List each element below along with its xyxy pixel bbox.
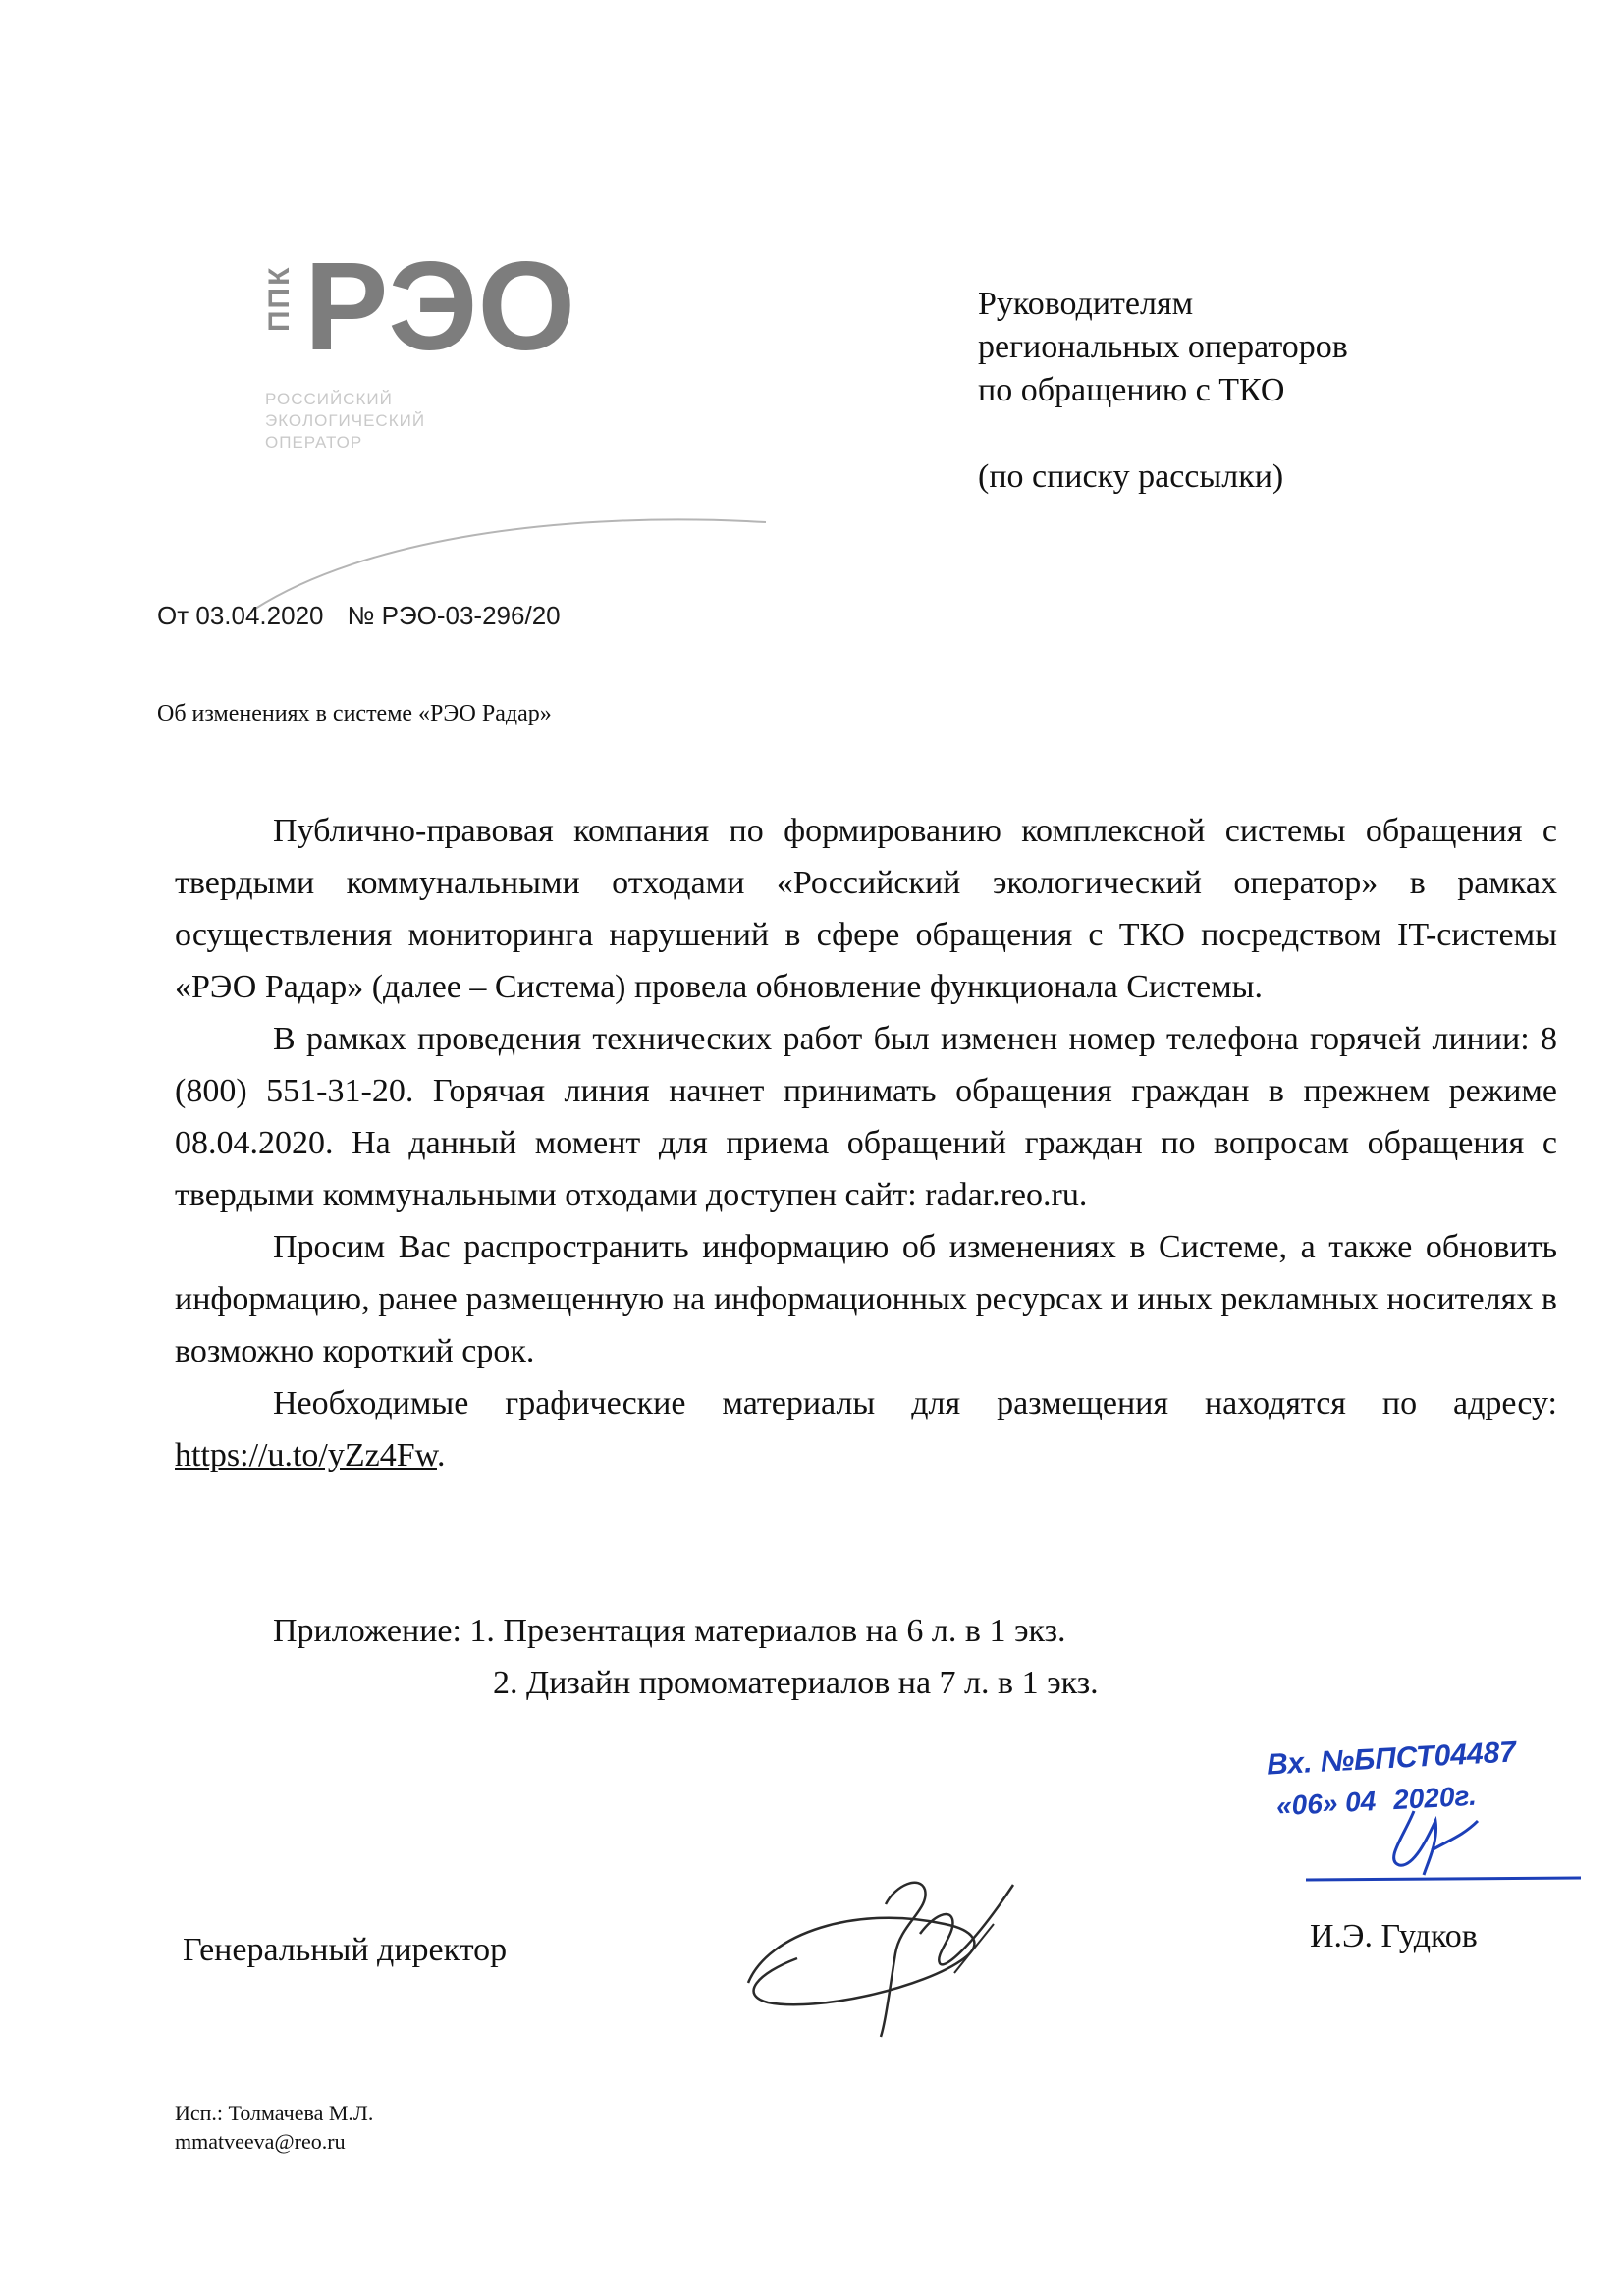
stamp-scribble-icon <box>1267 1742 1591 1890</box>
materials-link-suffix: . <box>436 1437 446 1473</box>
addressee-line-1: Руководителям <box>978 286 1194 322</box>
stamp-number: Вх. №БПСТ04487 <box>1266 1735 1517 1782</box>
body-paragraph-4 <box>175 1377 1557 1481</box>
executor-block <box>175 2099 373 2156</box>
stamp-year: 2020г. <box>1392 1780 1478 1816</box>
body-paragraph-3: Просим Вас распространить информацию об изменениях в Системе, а также обновить информацию, ранее размещенную на информационных ресурсах и иных рекламных носителях в возможно короткий срок. <box>175 1229 1557 1369</box>
addressee-line-3: по обращению с ТКО <box>978 372 1285 408</box>
signatory-title: Генеральный директор <box>183 1932 508 1968</box>
executor-name: Исп.: Толмачева М.Л. <box>175 2101 374 2125</box>
logo-tagline-line-3: ОПЕРАТОР <box>265 433 363 452</box>
addressee-line-2: региональных операторов <box>978 329 1348 365</box>
logo-tagline-line-1: РОССИЙСКИЙ <box>265 390 393 408</box>
logo-mark-text: РЭО <box>304 237 575 376</box>
outgoing-reference <box>157 601 561 631</box>
attachment-line-1: Приложение: 1. Презентация материалов на 6 л. в 1 экз. <box>273 1613 1066 1649</box>
incoming-stamp <box>1266 1735 1591 1890</box>
signatory-name: И.Э. Гудков <box>1310 1918 1478 1954</box>
letter-subject: Об изменениях в системе «РЭО Радар» <box>157 701 552 726</box>
attachments-block <box>273 1605 1099 1709</box>
letter-body <box>175 805 1557 1481</box>
materials-link[interactable]: https://u.to/yZz4Fw <box>175 1437 437 1473</box>
logo-tagline <box>265 389 520 454</box>
addressee-note: (по списку рассылки) <box>978 458 1284 495</box>
addressee-block <box>978 283 1528 499</box>
logo-mark-icon <box>304 234 628 376</box>
body-paragraph-2: В рамках проведения технических работ был изменен номер телефона горячей линии: 8 (800) 551-31-20. Горячая линия начнет принимать обращения граждан в прежнем режиме 08.04.2020. На данный момент для приема обращений граждан по вопросам обращения с твердыми коммунальными отходами доступен сайт: radar.reo.ru. <box>175 1021 1557 1213</box>
logo-side-text: ППК <box>263 265 296 332</box>
logo-tagline-line-2: ЭКОЛОГИЧЕСКИЙ <box>265 411 426 430</box>
body-paragraph-1: Публично-правовая компания по формированию комплексной системы обращения с твердыми коммунальными отходами «Российский экологический оператор» в рамках осуществления мониторинга нарушений в сфере обращения с ТКО посредством IT-системы «РЭО Радар» (далее – Система) провела обновление функционала Системы. <box>175 813 1557 1005</box>
executor-email: mmatveeva@reo.ru <box>175 2129 346 2154</box>
company-logo <box>263 234 636 469</box>
stamp-date: «06» 04 <box>1275 1786 1378 1822</box>
body-paragraph-4-text: Необходимые графические материалы для размещения находятся по адресу: <box>273 1385 1557 1421</box>
attachment-line-2: 2. Дизайн промоматериалов на 7 л. в 1 экз. <box>493 1665 1099 1701</box>
outgoing-date: От 03.04.2020 <box>157 601 324 630</box>
outgoing-number: № РЭО-03-296/20 <box>347 601 561 630</box>
handwritten-signature-icon <box>738 1865 1033 2042</box>
